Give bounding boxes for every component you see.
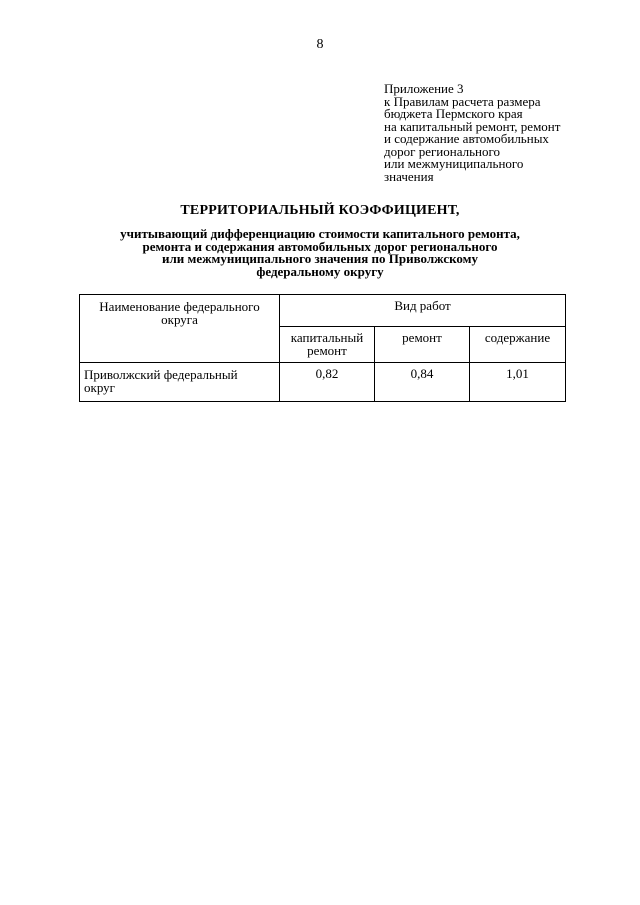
table-row <box>80 363 566 402</box>
appendix-line: или межмуниципального <box>384 156 524 171</box>
value-maintenance: 1,01 <box>470 363 566 402</box>
appendix-line: на капитальный ремонт, ремонт <box>384 118 561 134</box>
row-district-name-line: округ <box>84 379 115 395</box>
subtitle-line: ремонта и содержания автомобильных дорог регионального <box>142 238 498 254</box>
appendix-line: дорог регионального <box>384 143 500 159</box>
appendix-line: значения <box>384 168 434 184</box>
value-capital-repair: 0,82 <box>280 363 375 402</box>
document-subtitle <box>0 228 640 278</box>
subheader-line: содержание <box>484 330 551 345</box>
header-work-type: Вид работ <box>280 295 566 327</box>
header-district-name-line: округа <box>161 311 198 327</box>
document-title: ТЕРРИТОРИАЛЬНЫЙ КОЭФФИЦИЕНТ, <box>180 203 460 218</box>
header-district-name-line: Наименование федерального <box>99 299 260 314</box>
coefficient-table <box>79 294 566 402</box>
subtitle-line: учитывающий дифференциацию стоимости капитального ремонта, <box>120 226 520 241</box>
row-district-name-line: Приволжский федеральный <box>84 367 238 382</box>
appendix-block <box>384 83 614 183</box>
subheader-capital-repair <box>280 327 375 363</box>
subtitle-line: федеральному округу <box>256 263 384 279</box>
appendix-line: бюджета Пермского края <box>384 106 523 121</box>
row-district-name <box>80 363 280 402</box>
subheader-line: ремонт <box>307 342 347 358</box>
subheader-line: капитальный <box>290 330 364 345</box>
appendix-line: к Правилам расчета размера <box>384 93 541 109</box>
subtitle-line: или межмуниципального значения по Приволжскому <box>161 251 479 266</box>
subheader-maintenance <box>470 327 566 363</box>
header-district-name <box>80 295 280 363</box>
appendix-line: Приложение 3 <box>384 81 464 96</box>
table-header-row <box>80 295 566 327</box>
subheader-line: ремонт <box>402 330 442 345</box>
subheader-repair <box>375 327 470 363</box>
value-repair: 0,84 <box>375 363 470 402</box>
page-number: 8 <box>316 37 324 52</box>
appendix-line: и содержание автомобильных <box>384 131 549 146</box>
